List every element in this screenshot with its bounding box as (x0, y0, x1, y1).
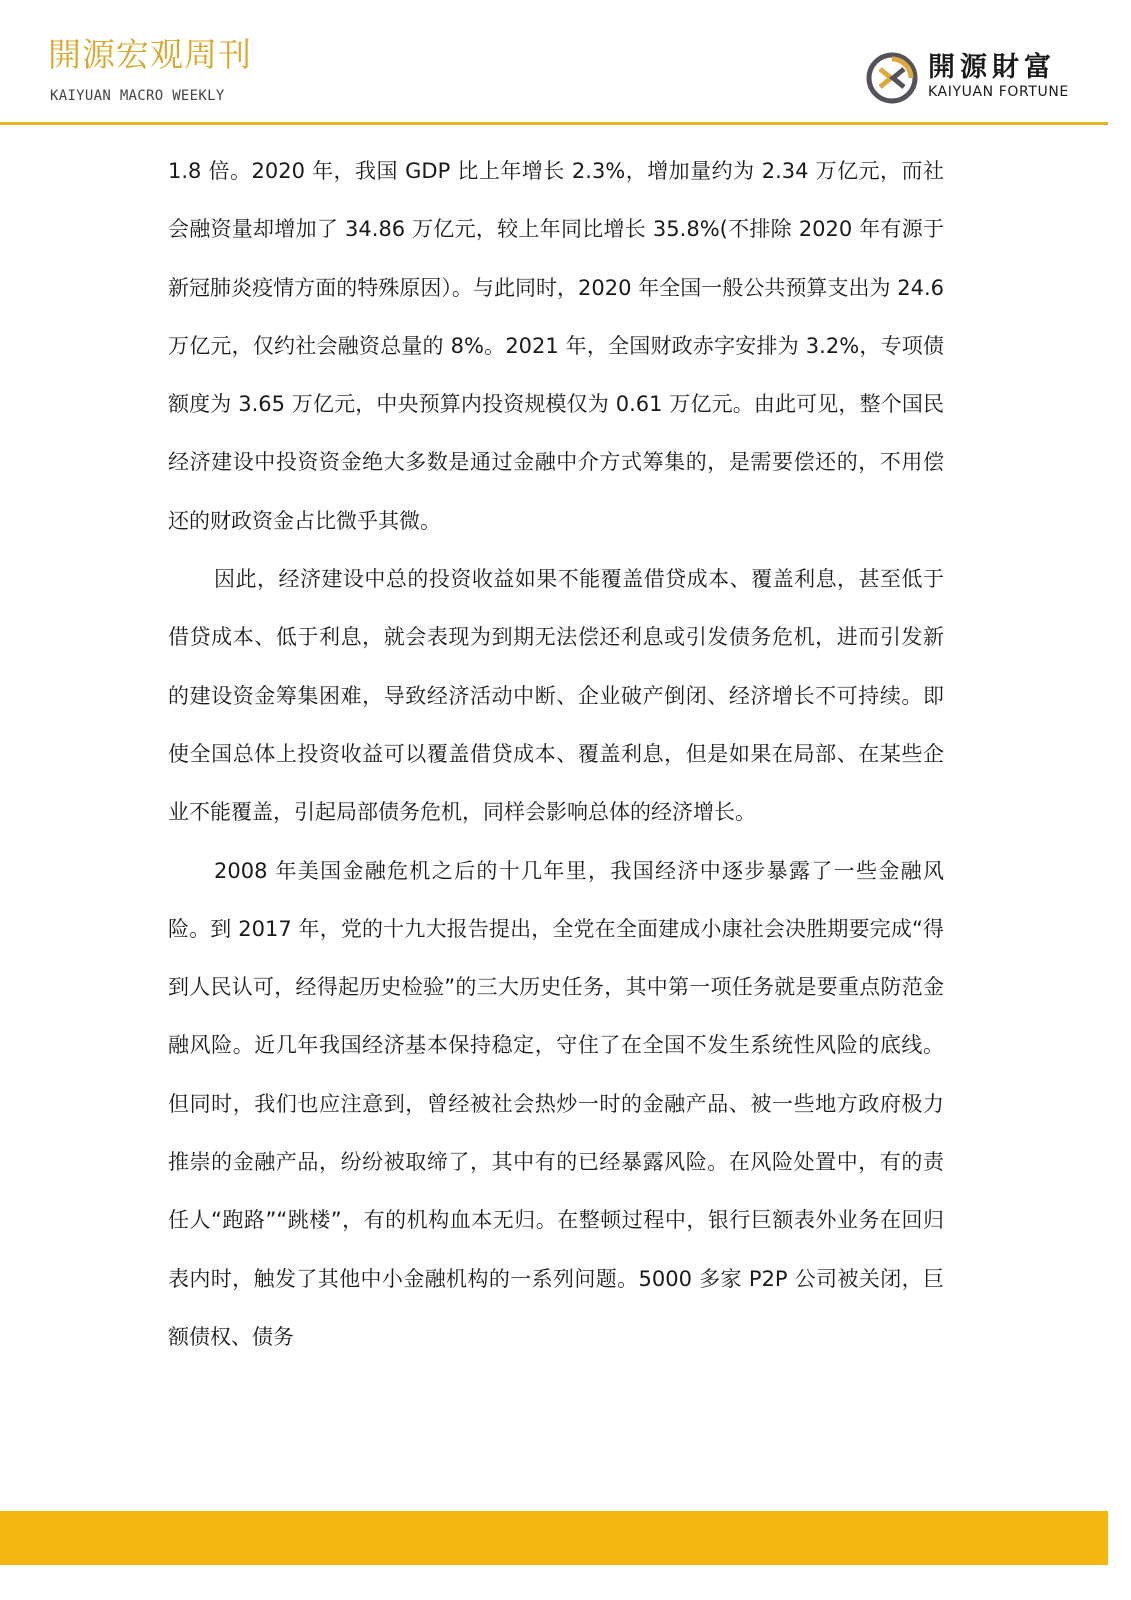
article-body (168, 142, 944, 1366)
kaiyuan-logo-icon (866, 52, 918, 104)
page-header (0, 0, 1131, 126)
brand-name: 開源財富 (928, 52, 1056, 83)
journal-subtitle: KAIYUAN MACRO WEEKLY (50, 88, 225, 104)
journal-title: 開源宏观周刊 (48, 35, 252, 74)
brand-subtitle: KAIYUAN FORTUNE (928, 84, 1069, 100)
paragraph-2: 因此，经济建设中总的投资收益如果不能覆盖借贷成本、覆盖利息，甚至低于借贷成本、低于利息，就会表现为到期无法偿还利息或引发债务危机，进而引发新的建设资金筹集困难，导致经济活动中断、企业破产倒闭、经济增长不可持续。即使全国总体上投资收益可以覆盖借贷成本、覆盖利息，但是如果在局部、在某些企业不能覆盖，引起局部债务危机，同样会影响总体的经济增长。 (168, 567, 944, 825)
brand-block (866, 52, 1096, 104)
paragraph-1: 1.8 倍。2020 年，我国 GDP 比上年增长 2.3%，增加量约为 2.34 万亿元，而社会融资量却增加了 34.86 万亿元，较上年同比增长 35.8%(不排除 2020 年有源于新冠肺炎疫情方面的特殊原因）。与此同时，2020 年全国一般公共预算支出为 24.6 万亿元，仅约社会融资总量的 8%。2021 年，全国财政赤字安排为 3.2%，专项债额度为 3.65 万亿元，中央预算内投资规模仅为 0.61 万亿元。由此可见，整个国民经济建设中投资资金绝大多数是通过金融中介方式筹集的，是需要偿还的，不用偿还的财政资金占比微乎其微。 (168, 159, 944, 533)
header-divider (0, 122, 1108, 125)
paragraph-3: 2008 年美国金融危机之后的十几年里，我国经济中逐步暴露了一些金融风险。到 2017 年，党的十九大报告提出，全党在全面建成小康社会决胜期要完成“得到人民认可，经得起历史检验”的三大历史任务，其中第一项任务就是要重点防范金融风险。近几年我国经济基本保持稳定，守住了在全国不发生系统性风险的底线。但同时，我们也应注意到，曾经被社会热炒一时的金融产品、被一些地方政府极力推崇的金融产品，纷纷被取缔了，其中有的已经暴露风险。在风险处置中，有的责任人“跑路”“跳楼”，有的机构血本无归。在整顿过程中，银行巨额表外业务在回归表内时，触发了其他中小金融机构的一系列问题。5000 多家 P2P 公司被关闭，巨额债权、债务 (168, 858, 944, 1349)
footer-band (0, 1511, 1108, 1565)
